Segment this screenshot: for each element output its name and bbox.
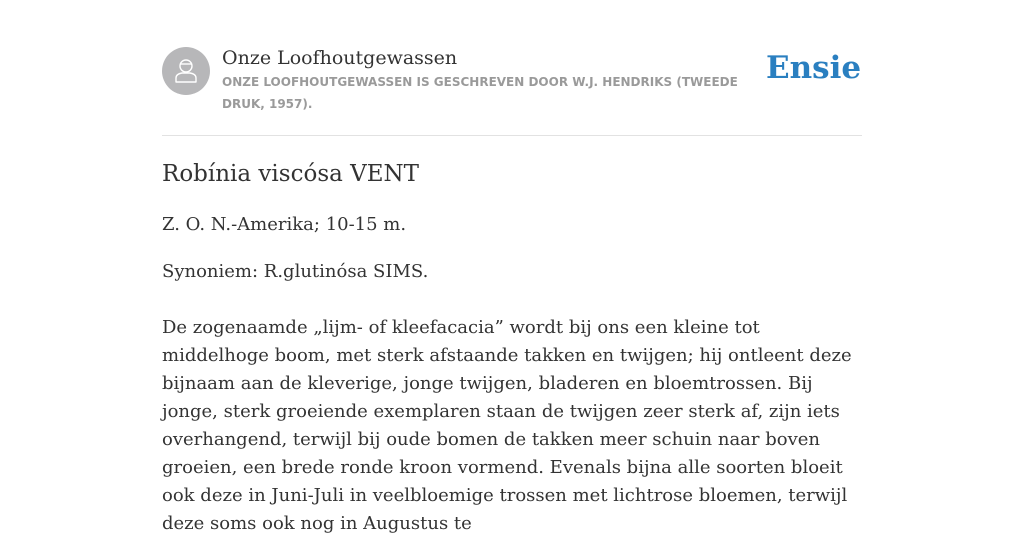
entry-content	[162, 156, 862, 538]
entry-title: Robínia viscósa VENT	[162, 161, 420, 187]
brand-logo[interactable]: Ensie	[766, 50, 862, 86]
source-info	[222, 47, 762, 115]
avatar	[162, 47, 210, 95]
entry-synonym: Synoniem: R.glutinósa SIMS.	[162, 261, 429, 282]
source-title[interactable]: Onze Loofhoutgewassen	[222, 47, 458, 69]
source-header	[162, 47, 862, 136]
entry-range: Z. O. N.-Amerika; 10-15 m.	[162, 214, 407, 235]
entry-body: De zogenaamde „lijm- of kleefacacia” wordt bij ons een kleine tot middelhoge boom, met sterk afstaande takken en twijgen; hij ontleent deze bijnaam aan de kleverige, jonge twijgen, bladeren en bloemtrossen. Bij jonge, sterk groeiende exemplaren staan de twijgen zeer sterk af, zijn iets overhangend, terwijl bij oude bomen de takken meer schuin naar boven groeien, een brede ronde kroon vormend. Evenals bijna alle soorten bloeit ook deze in Juni-Juli in veelbloemige trossen met lichtrose bloemen, terwijl deze soms ook nog in Augustus te	[162, 317, 852, 534]
source-subtitle: ONZE LOOFHOUTGEWASSEN IS GESCHREVEN DOOR W.J. HENDRIKS (TWEEDE DRUK, 1957).	[222, 75, 738, 111]
user-silhouette-icon	[162, 47, 210, 95]
